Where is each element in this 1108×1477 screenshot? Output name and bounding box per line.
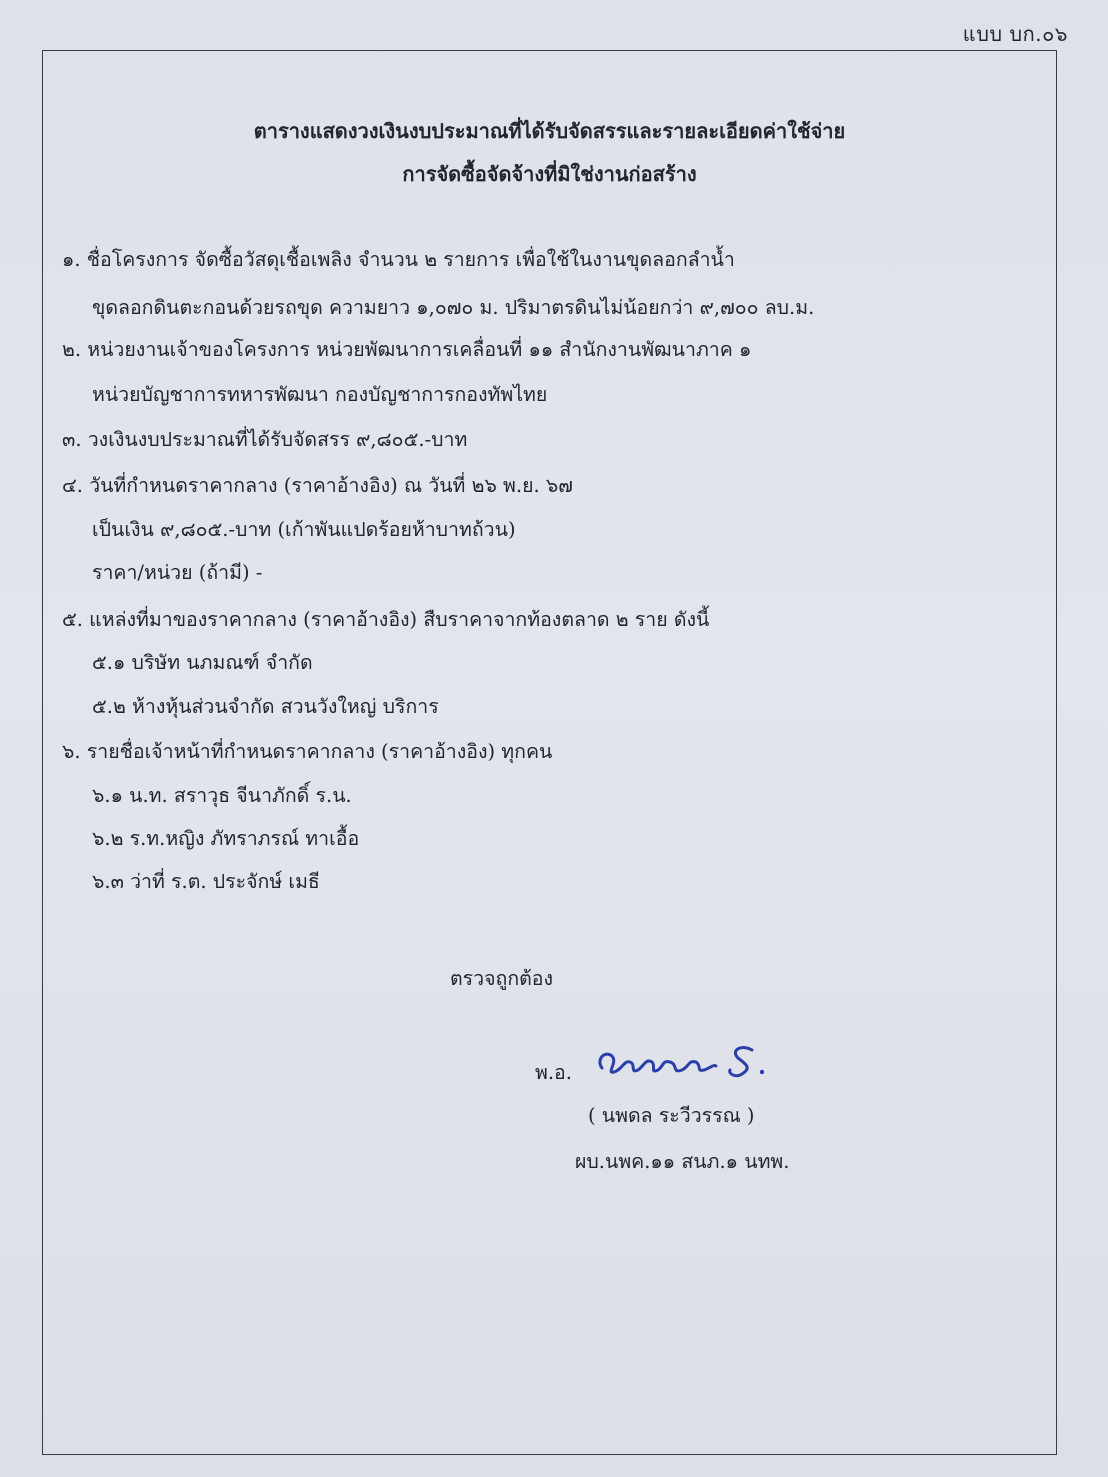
item-6-1-officer: ๖.๑ น.ท. สราวุธ จีนาภักดิ์ ร.น.: [92, 784, 352, 807]
item-2-owner-unit-cont: หน่วยบัญชาการทหารพัฒนา กองบัญชาการกองทัพไทย: [92, 383, 548, 406]
item-5-price-source: ๕. แหล่งที่มาของราคากลาง (ราคาอ้างอิง) สืบราคาจากท้องตลาด ๒ ราย ดังนี้: [62, 608, 710, 631]
document-title-line2: การจัดซื้อจัดจ้างที่มิใช่งานก่อสร้าง: [402, 162, 697, 186]
signer-rank: พ.อ.: [535, 1061, 572, 1084]
item-1-project-detail: ขุดลอกดินตะกอนด้วยรถขุด ความยาว ๑,๐๗๐ ม. ปริมาตรดินไม่น้อยกว่า ๙,๗๐๐ ลบ.ม.: [92, 296, 815, 319]
signer-name: ( นพดล ระวีวรรณ ): [588, 1104, 755, 1127]
item-4-reference-date: ๔. วันที่กำหนดราคากลาง (ราคาอ้างอิง) ณ วันที่ ๒๖ พ.ย. ๖๗: [62, 474, 573, 497]
item-5-2-vendor: ๕.๒ ห้างหุ้นส่วนจำกัด สวนวังใหญ่ บริการ: [92, 695, 439, 718]
signer-position: ผบ.นพค.๑๑ สนภ.๑ นทพ.: [575, 1150, 790, 1173]
item-1-project-name: ๑. ชื่อโครงการ จัดซื้อวัสดุเชื้อเพลิง จำนวน ๒ รายการ เพื่อใช้ในงานขุดลอกลำน้ำ: [62, 248, 735, 271]
item-4-amount: เป็นเงิน ๙,๘๐๕.-บาท (เก้าพันแปดร้อยห้าบาทถ้วน): [92, 518, 516, 541]
verification-label: ตรวจถูกต้อง: [450, 967, 554, 990]
item-2-owner-unit: ๒. หน่วยงานเจ้าของโครงการ หน่วยพัฒนาการเคลื่อนที่ ๑๑ สำนักงานพัฒนาภาค ๑: [62, 338, 752, 361]
item-6-officers: ๖. รายชื่อเจ้าหน้าที่กำหนดราคากลาง (ราคาอ้างอิง) ทุกคน: [62, 740, 553, 763]
handwritten-signature: [592, 1038, 772, 1088]
item-3-budget: ๓. วงเงินงบประมาณที่ได้รับจัดสรร ๙,๘๐๕.-บาท: [62, 428, 468, 451]
document-title-line1: ตารางแสดงวงเงินงบประมาณที่ได้รับจัดสรรและรายละเอียดค่าใช้จ่าย: [253, 119, 846, 143]
item-4-unit-price: ราคา/หน่วย (ถ้ามี) -: [92, 561, 263, 584]
form-code: แบบ บก.๐๖: [962, 22, 1068, 46]
item-5-1-vendor: ๕.๑ บริษัท นภมณฑ์ จำกัด: [92, 651, 313, 674]
item-6-2-officer: ๖.๒ ร.ท.หญิง ภัทราภรณ์ ทาเอื้อ: [92, 827, 360, 850]
item-6-3-officer: ๖.๓ ว่าที่ ร.ต. ประจักษ์ เมธี: [92, 870, 320, 893]
